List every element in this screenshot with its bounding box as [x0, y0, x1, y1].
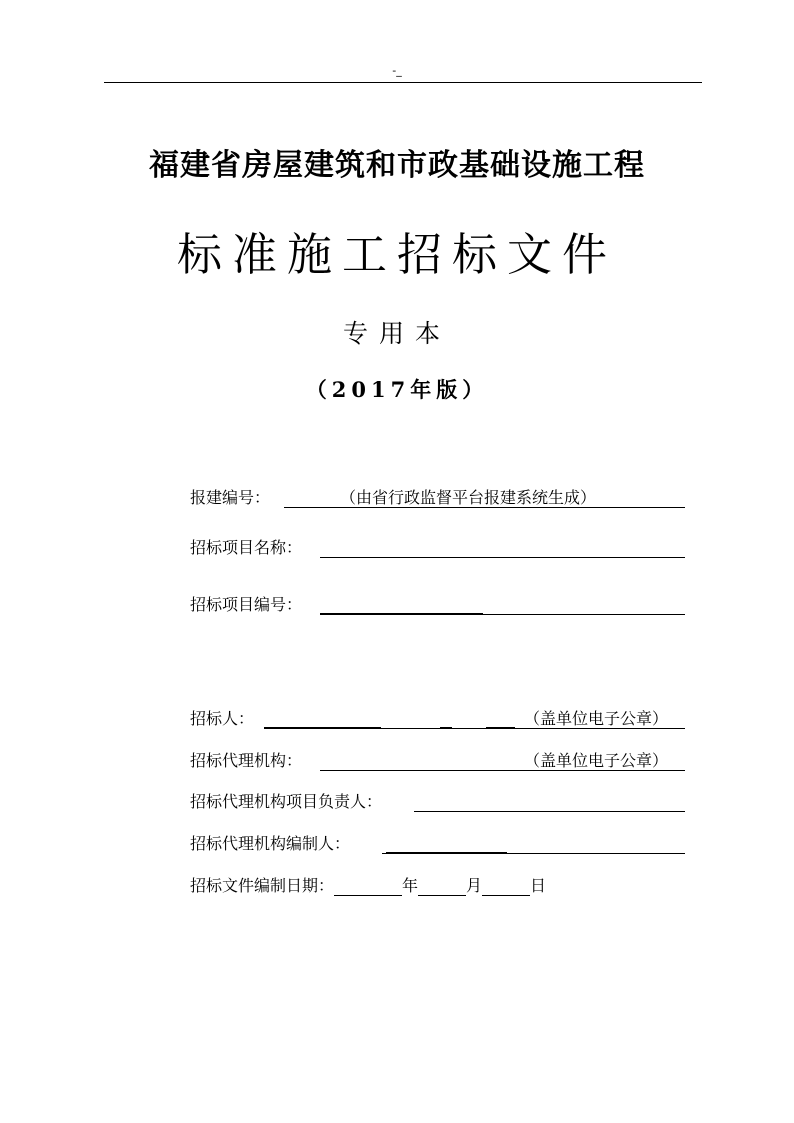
agency-manager-label: 招标代理机构项目负责人： [190, 792, 383, 811]
registration-number-field [190, 485, 685, 511]
agency-field [190, 748, 685, 774]
project-number-underline-bold [320, 613, 483, 615]
tenderer-underline-seg2 [486, 727, 515, 729]
registration-number-note: （由省行政监督平台报建系统生成） [340, 488, 597, 507]
project-name-field [190, 535, 685, 561]
project-number-field [190, 592, 685, 618]
page-header-mark: -_ [392, 64, 402, 77]
tenderer-underline-seg [440, 727, 452, 729]
agency-compiler-underline-bold [386, 852, 507, 854]
compile-date-month-blank [418, 873, 466, 896]
compile-date-year-label: 年 [402, 876, 419, 895]
project-name-underline [320, 557, 685, 558]
document-subtitle: 专用本 [342, 319, 451, 348]
tenderer-seal-note: （盖单位电子公章） [524, 709, 669, 728]
compile-date-year-blank [334, 873, 402, 896]
compile-date-day-blank [482, 873, 530, 896]
document-edition: （2017年版） [305, 377, 489, 402]
agency-compiler-field [190, 831, 685, 857]
agency-manager-underline [414, 811, 685, 812]
compile-date-field [190, 873, 546, 899]
document-title-line1: 福建省房屋建筑和市政基础设施工程 [149, 148, 645, 183]
tenderer-label: 招标人： [190, 709, 255, 728]
compile-date-month-label: 月 [466, 876, 483, 895]
compile-date-day-label: 日 [530, 876, 547, 895]
tenderer-field [190, 706, 685, 732]
header-rule [104, 82, 702, 83]
document-title-line2: 标准施工招标文件 [176, 228, 617, 281]
project-number-label: 招标项目编号： [190, 595, 303, 614]
project-name-label: 招标项目名称： [190, 538, 303, 557]
compile-date-label: 招标文件编制日期： [190, 876, 335, 895]
agency-manager-field [190, 789, 685, 815]
tenderer-underline-bold [264, 727, 381, 729]
registration-number-label: 报建编号： [190, 488, 271, 507]
agency-compiler-label: 招标代理机构编制人： [190, 834, 351, 853]
agency-seal-note: （盖单位电子公章） [524, 751, 669, 770]
agency-label: 招标代理机构： [190, 751, 303, 770]
